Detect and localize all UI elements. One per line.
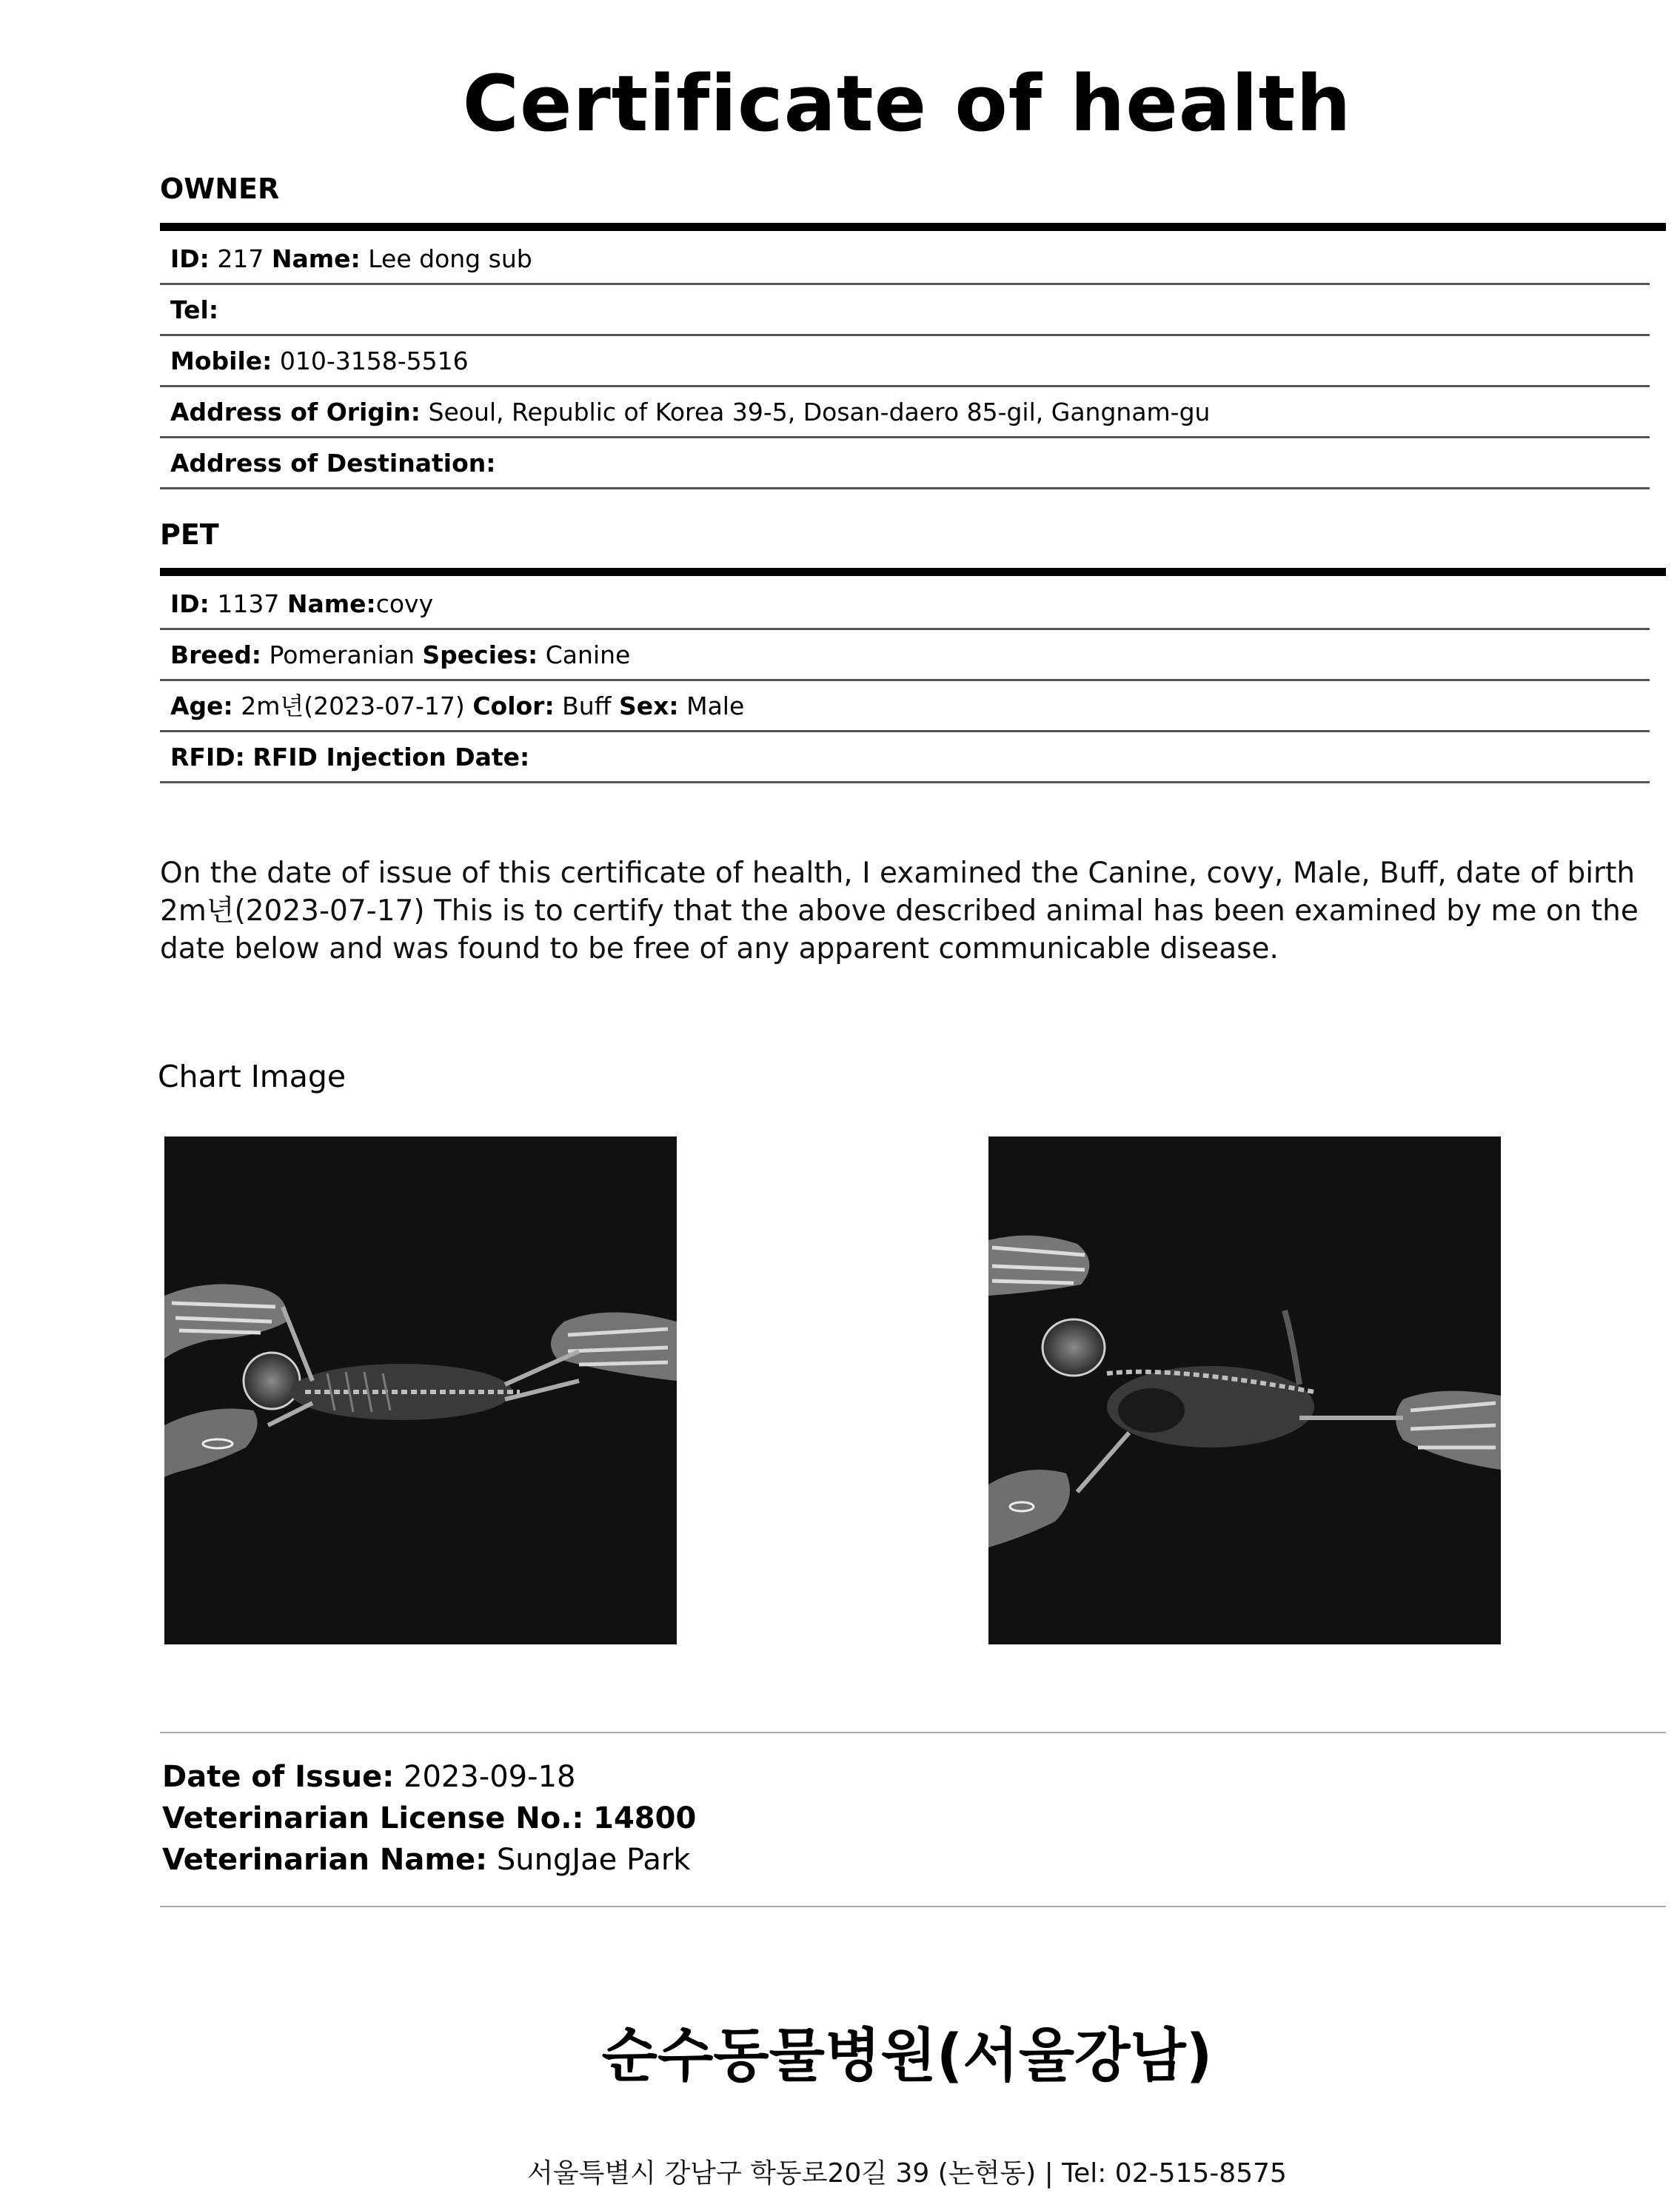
owner-origin-row xyxy=(160,387,1650,438)
owner-mobile-row xyxy=(160,336,1650,387)
issue-date-value: 2023-09-18 xyxy=(404,1760,576,1794)
owner-origin-label: Address of Origin: xyxy=(170,398,421,426)
pet-name-value: covy xyxy=(375,589,434,618)
owner-name-value: Lee dong sub xyxy=(368,244,532,273)
owner-id-row xyxy=(160,234,1650,285)
pet-table xyxy=(160,579,1650,783)
owner-section-label: OWNER xyxy=(160,173,280,205)
xray-lateral-drawing xyxy=(988,1137,1501,1644)
issue-bottom-divider xyxy=(160,1906,1666,1907)
issue-date-line xyxy=(162,1756,696,1798)
pet-id-row xyxy=(160,579,1650,630)
license-line xyxy=(162,1798,696,1839)
pet-color-label: Color: xyxy=(472,692,555,720)
pet-breed-value: Pomeranian xyxy=(269,640,415,669)
pet-sex-label: Sex: xyxy=(618,692,679,720)
pet-section-label: PET xyxy=(160,518,219,551)
owner-destination-label: Address of Destination: xyxy=(170,449,496,478)
license-value: 14800 xyxy=(593,1801,697,1835)
owner-origin-value: Seoul, Republic of Korea 39-5, Dosan-daero 85-gil, Gangnam-gu xyxy=(428,398,1211,426)
owner-destination-row xyxy=(160,438,1650,489)
issue-top-divider xyxy=(160,1732,1666,1733)
issue-details xyxy=(162,1756,696,1881)
pet-color-value: Buff xyxy=(562,692,612,720)
license-label: Veterinarian License No.: xyxy=(162,1801,584,1835)
xray-dorsoventral-drawing xyxy=(164,1137,677,1644)
vet-name-label: Veterinarian Name: xyxy=(162,1843,488,1877)
vet-name-value: SungJae Park xyxy=(496,1843,691,1877)
chart-image-label: Chart Image xyxy=(158,1059,347,1094)
vet-name-line xyxy=(162,1839,696,1881)
owner-name-label: Name: xyxy=(271,244,361,273)
pet-species-label: Species: xyxy=(422,640,538,669)
issue-date-label: Date of Issue: xyxy=(162,1760,395,1794)
pet-id-label: ID: xyxy=(170,589,210,618)
clinic-name: 순수동물병원(서울강남) xyxy=(601,2023,1213,2089)
owner-rule xyxy=(160,223,1666,231)
pet-name-label: Name: xyxy=(287,589,376,618)
pet-sex-value: Male xyxy=(686,692,745,720)
owner-tel-row xyxy=(160,285,1650,336)
pet-rfid-row xyxy=(160,732,1650,783)
pet-rfid-date-label: RFID Injection Date: xyxy=(252,743,530,771)
owner-mobile-label: Mobile: xyxy=(170,347,272,375)
pet-species-value: Canine xyxy=(545,640,631,669)
pet-breed-row xyxy=(160,630,1650,681)
owner-id-value: 217 xyxy=(217,244,264,273)
pet-breed-label: Breed: xyxy=(170,640,262,669)
pet-id-value: 1137 xyxy=(217,589,280,618)
clinic-address-footer: 서울특별시 강남구 학동로20길 39 (논현동) | Tel: 02-515-8575 xyxy=(527,2158,1287,2189)
pet-rfid-label: RFID: xyxy=(170,743,245,771)
certification-statement: On the date of issue of this certificate of health, I examined the Canine, covy, Male, Buff, date of birth 2m년(2023-07-17) This is to certify that the above described animal has been examined by me on the date below and was found to be free of any apparent communicable disease. xyxy=(160,857,1639,965)
owner-mobile-value: 010-3158-5516 xyxy=(279,347,469,375)
pet-age-label: Age: xyxy=(170,692,233,720)
owner-id-label: ID: xyxy=(170,244,210,273)
pet-rule xyxy=(160,568,1666,576)
owner-table xyxy=(160,234,1650,489)
pet-age-value: 2m년(2023-07-17) xyxy=(241,692,465,720)
owner-tel-label: Tel: xyxy=(170,295,219,324)
pet-age-row xyxy=(160,681,1650,732)
certificate-title: Certificate of health xyxy=(462,58,1352,149)
xray-image-dorsoventral xyxy=(164,1137,677,1644)
xray-image-lateral xyxy=(988,1137,1501,1644)
